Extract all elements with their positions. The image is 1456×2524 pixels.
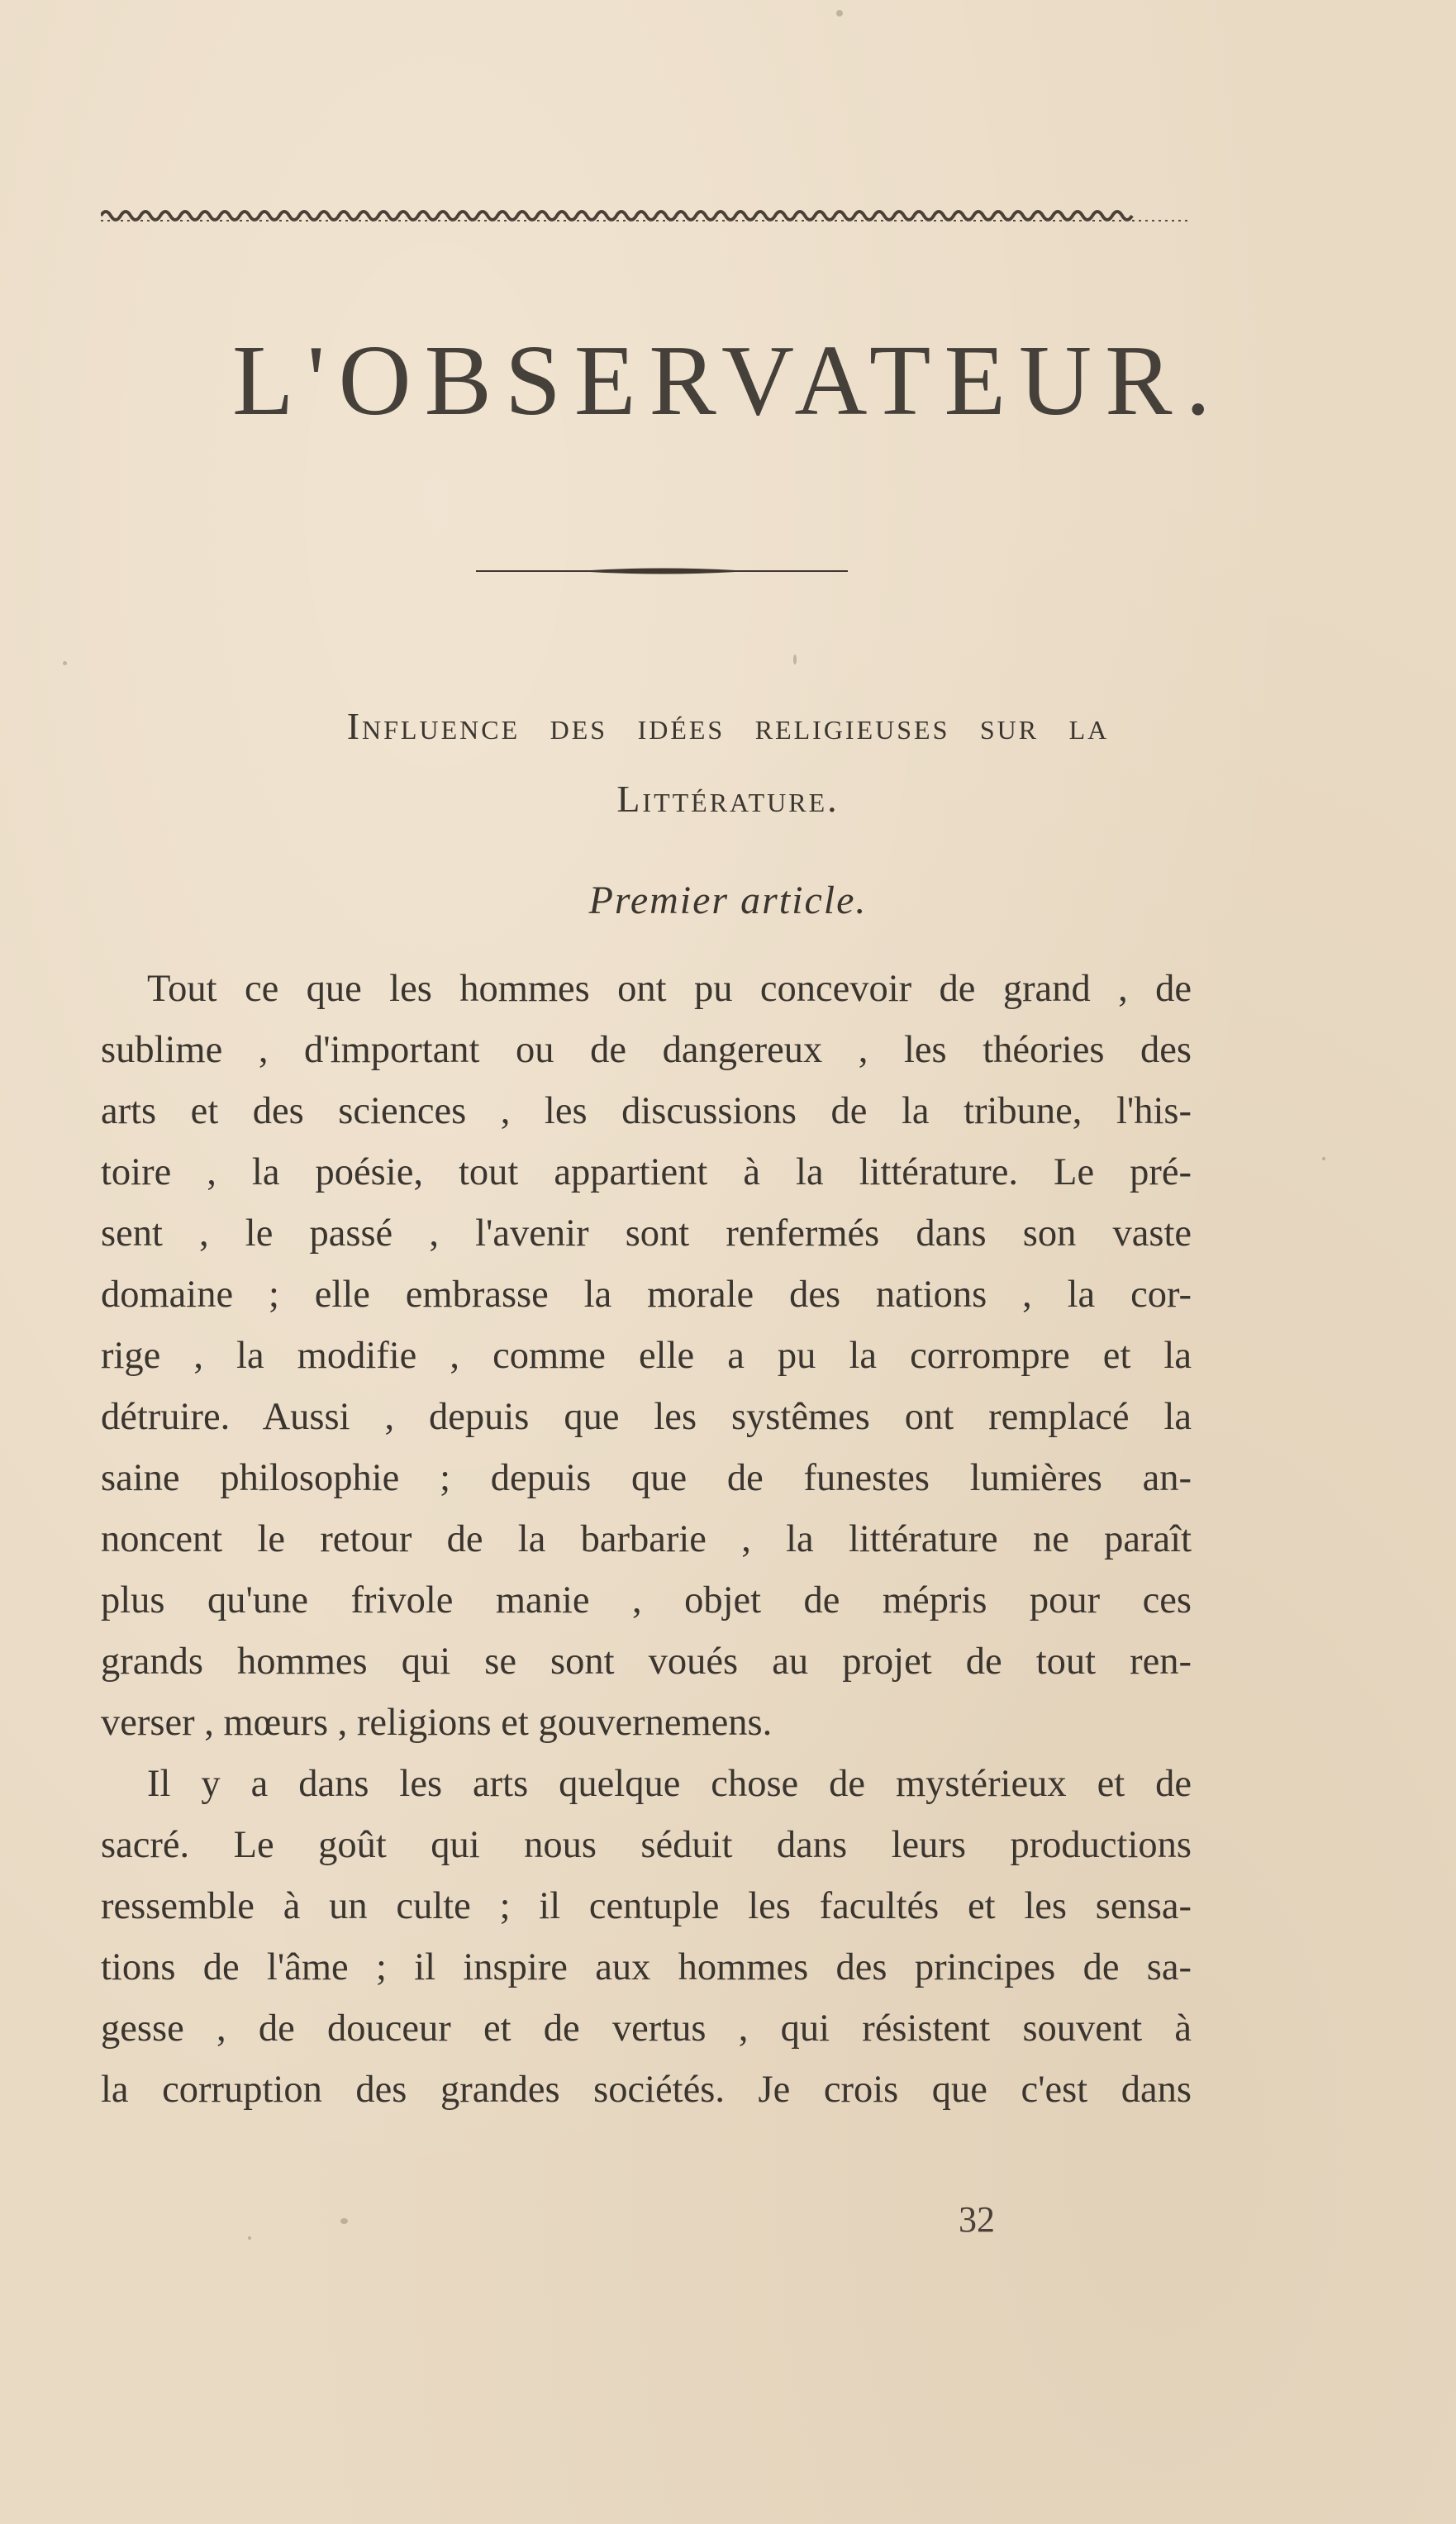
title-rule xyxy=(476,565,848,577)
text-line: verser , mœurs , religions et gouvernemens. xyxy=(101,1702,773,1744)
text-line: sacré. Le goût qui nous séduit dans leurs productions xyxy=(101,1824,1192,1866)
text-line: saine philosophie ; depuis que de funestes lumières an- xyxy=(101,1457,1192,1499)
text-line: tions de l'âme ; il inspire aux hommes des principes de sa- xyxy=(101,1946,1192,1988)
text-line: toire , la poésie, tout appartient à la littérature. Le pré- xyxy=(101,1151,1192,1193)
page-number: 32 xyxy=(959,2199,995,2240)
text-line: plus qu'une frivole manie , objet de mépris pour ces xyxy=(101,1579,1192,1622)
text-line: domaine ; elle embrasse la morale des nations , la cor- xyxy=(101,1274,1192,1316)
text-line: détruire. Aussi , depuis que les systêmes ont remplacé la xyxy=(101,1396,1192,1438)
text-line: Il y a dans les arts quelque chose de mystérieux et de xyxy=(147,1763,1192,1805)
article-subheading: Premier article. xyxy=(588,879,868,922)
section-heading-line-2: Littérature. xyxy=(616,778,840,820)
text-line: arts et des sciences , les discussions de la tribune, l'his- xyxy=(101,1090,1192,1132)
page-title: L'OBSERVATEUR. xyxy=(232,325,1224,436)
text-line: ressemble à un culte ; il centuple les facultés et les sensa- xyxy=(101,1885,1192,1927)
text-line: sublime , d'important ou de dangereux , les théories des xyxy=(101,1029,1192,1071)
text-line: sent , le passé , l'avenir sont renfermés dans son vaste xyxy=(101,1212,1192,1255)
text-line: grands hommes qui se sont voués au projet de tout ren- xyxy=(101,1641,1192,1683)
section-heading-line-1: Influence des idées religieuses sur la xyxy=(346,705,1110,747)
text-line: gesse , de douceur et de vertus , qui résistent souvent à xyxy=(101,2007,1192,2050)
top-ornament-border xyxy=(101,205,1192,226)
text-line: Tout ce que les hommes ont pu concevoir de grand , de xyxy=(147,968,1192,1010)
text-line: la corruption des grandes sociétés. Je crois que c'est dans xyxy=(101,2069,1192,2111)
text-line: rige , la modifie , comme elle a pu la corrompre et la xyxy=(101,1335,1192,1377)
text-line: noncent le retour de la barbarie , la littérature ne paraît xyxy=(101,1518,1192,1560)
article-body xyxy=(101,959,1192,2121)
